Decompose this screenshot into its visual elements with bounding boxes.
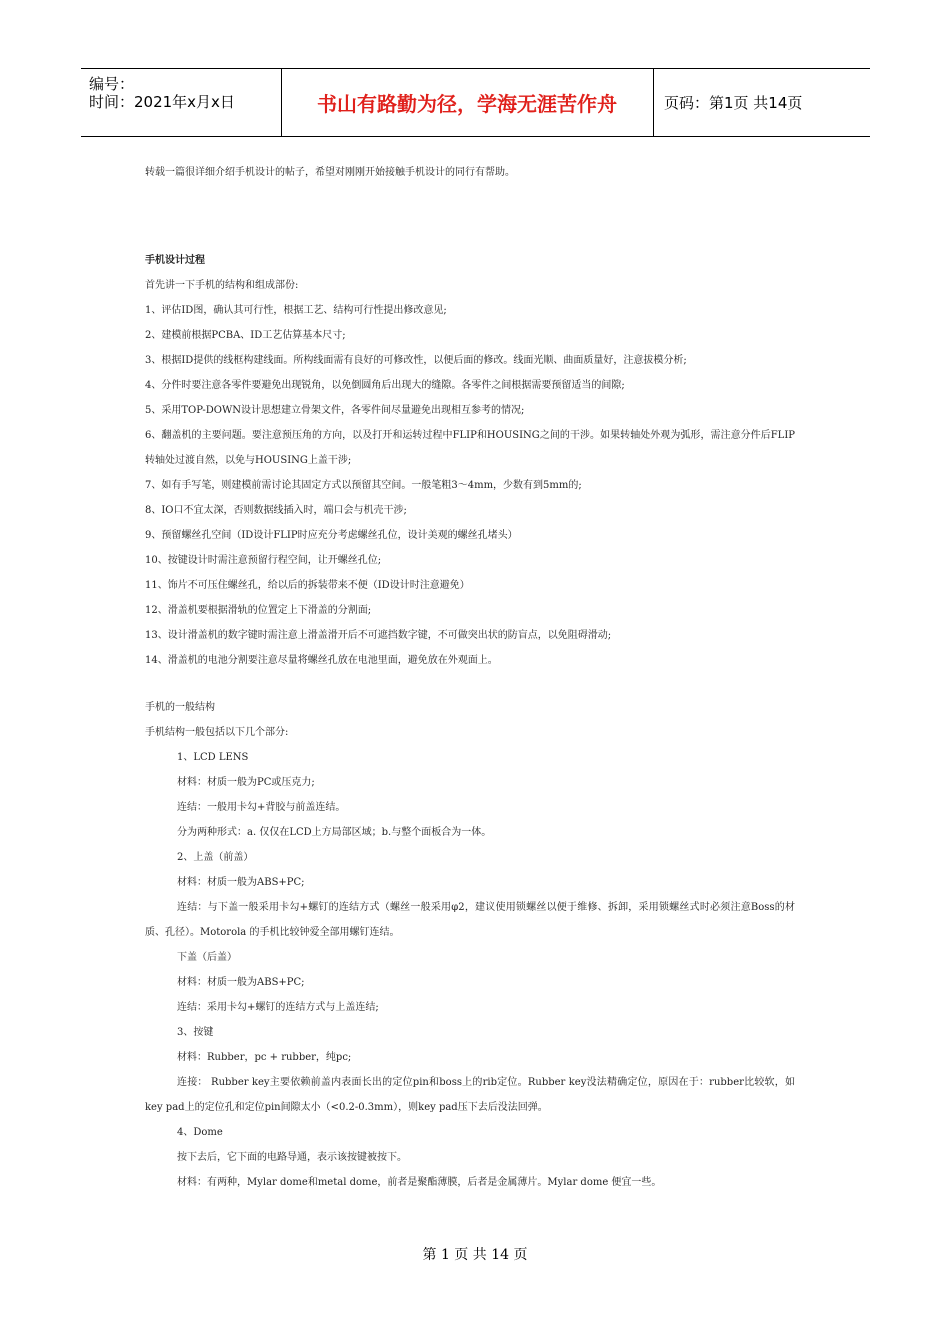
part-detail: 材料：材质一般为PC或压克力; [177,777,315,788]
page-footer: 第 1 页 共 14 页 [422,1247,528,1263]
part-title: 3、按键 [177,1027,214,1038]
part-detail: 材料：材质一般为ABS+PC; [177,977,305,988]
list-item: 4、分件时要注意各零件要避免出现锐角，以免倒圆角后出现大的缝隙。各零件之间根据需要预留适当的间隙; [145,380,625,391]
part-detail: 连结：一般用卡勾+背胶与前盖连结。 [177,802,346,813]
part-detail: 连接： Rubber key主要依赖前盖内表面长出的定位pin和boss上的rib定位。Rubber key没法精确定位，原因在于：rubber比较软，如key pad上的定位孔和定位pin间隙太小（<0.2-0.3mm），则key pad压下去后没法回弹。 [145,1077,795,1113]
intro-paragraph: 转载一篇很详细介绍手机设计的帖子，希望对刚刚开始接触手机设计的同行有帮助。 [145,167,515,178]
part-detail: 连结：采用卡勾+螺钉的连结方式与上盖连结; [177,1002,379,1013]
header-info-cell [81,69,282,136]
list-item: 11、饰片不可压住螺丝孔，给以后的拆装带来不便（ID设计时注意避免） [145,580,470,591]
list-item: 13、设计滑盖机的数字键时需注意上滑盖滑开后不可遮挡数字键，不可做突出状的防盲点，以免阻碍滑动; [145,630,612,641]
document-time-label: 时间：2021年x月x日 [89,93,235,111]
list-item: 14、滑盖机的电池分割要注意尽量将螺丝孔放在电池里面，避免放在外观面上。 [145,655,498,666]
list-item: 10、按键设计时需注意预留行程空间，让开螺丝孔位; [145,555,382,566]
list-item: 8、IO口不宜太深，否则数据线插入时，端口会与机壳干涉; [145,505,407,516]
list-item: 1、评估ID图，确认其可行性，根据工艺、结构可行性提出修改意见; [145,305,447,316]
part-detail: 分为两种形式：a. 仅仅在LCD上方局部区域；b.与整个面板合为一体。 [177,827,492,838]
section-title-design-process: 手机设计过程 [145,255,205,266]
part-title: 1、LCD LENS [177,752,249,763]
document-body [145,160,795,1195]
list-item: 9、预留螺丝孔空间（ID设计FLIP时应充分考虑螺丝孔位，设计美观的螺丝孔堵头） [145,530,518,541]
page-header [81,68,870,137]
part-detail: 按下去后，它下面的电路导通，表示该按键被按下。 [177,1152,407,1163]
list-item: 3、根据ID提供的线框构建线面。所构线面需有良好的可修改性，以便后面的修改。线面光顺、曲面质量好，注意拔模分析; [145,355,687,366]
section-title-general-structure: 手机的一般结构 [145,702,215,713]
part-detail: 材料：Rubber，pc + rubber，纯pc; [177,1052,352,1063]
list-item: 6、翻盖机的主要问题。要注意预压角的方向，以及打开和运转过程中FLIP和HOUSING之间的干涉。如果转轴处外观为弧形，需注意分件后FLIP转轴处过渡自然，以免与HOUSING上盖干涉; [145,430,795,466]
part-detail: 材料：材质一般为ABS+PC; [177,877,305,888]
section-lead: 手机结构一般包括以下几个部分: [145,727,289,738]
part-title: 下盖（后盖） [177,952,237,963]
list-item: 2、建模前根据PCBA、ID工艺估算基本尺寸; [145,330,346,341]
list-item: 7、如有手写笔，则建模前需讨论其固定方式以预留其空间。一般笔粗3～4mm，少数有到5mm的; [145,480,582,491]
part-detail: 连结：与下盖一般采用卡勾+螺钉的连结方式（螺丝一般采用φ2，建议使用锁螺丝以便于维修、拆卸，采用锁螺丝式时必须注意Boss的材质、孔径）。Motorola 的手机比较钟爱全部用螺钉连结。 [145,902,795,938]
part-detail: 材料：有两种，Mylar dome和metal dome，前者是聚酯薄膜，后者是金属薄片。Mylar dome 便宜一些。 [177,1177,662,1188]
section-lead: 首先讲一下手机的结构和组成部份: [145,280,299,291]
list-item: 12、滑盖机要根据滑轨的位置定上下滑盖的分割面; [145,605,372,616]
list-item: 5、采用TOP-DOWN设计思想建立骨架文件，各零件间尽量避免出现相互参考的情况; [145,405,525,416]
part-title: 4、Dome [177,1127,223,1138]
header-page-number: 页码：第1页 共14页 [664,94,803,112]
document-number-label: 编号： [89,75,135,93]
header-motto: 书山有路勤为径，学海无涯苦作舟 [281,69,654,136]
part-title: 2、上盖（前盖） [177,852,254,863]
